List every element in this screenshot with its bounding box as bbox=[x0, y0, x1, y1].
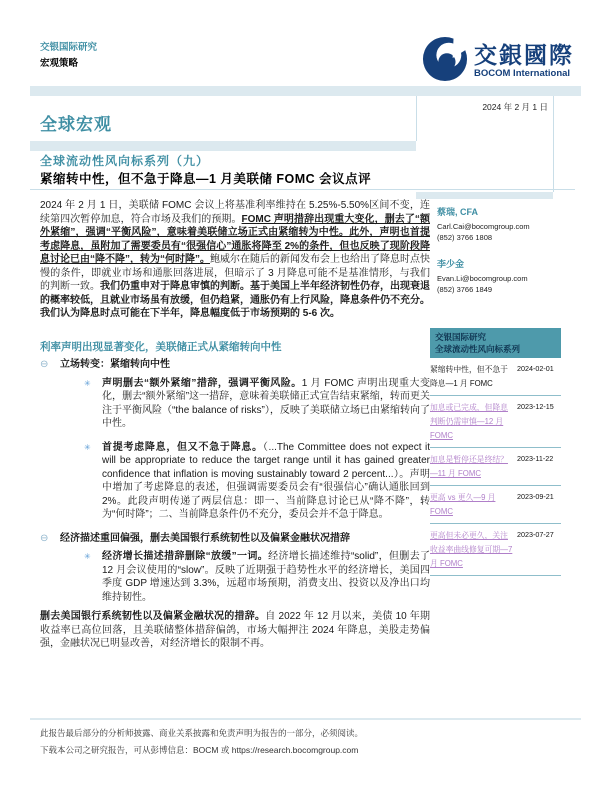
related-report-date: 2023-11-22 bbox=[517, 454, 554, 463]
sub-bullet-body: 1 月 FOMC 声明出现重大变化，删去“额外紧缩”这一措辞，意味着美联储正式宣告结束紧缩，转而更关注于平衡风险（“the balance of risks”），反映了美联储立场已由紧缩转向了中性。 bbox=[102, 377, 431, 429]
summary-emphasis-underlined: FOMC 声明措辞出现重大变化，删去了“额外紧缩”，强调“平衡风险”，意味着美联储立场正式由紧缩转为中性。此外，声明也首提考虑降息，虽附加了需要委员有“很强信心”通胀将降至 2%的条件，但也反映了现阶段降息讨论已由“降不降”，转为“何时降”。 bbox=[40, 213, 430, 265]
logo-english-name: BOCOM International bbox=[474, 68, 571, 80]
series-title: 全球流动性风向标系列（九） bbox=[40, 154, 210, 168]
related-report-link[interactable] bbox=[430, 396, 561, 448]
related-report-date: 2023-09-21 bbox=[517, 492, 554, 501]
footer-download bbox=[40, 744, 358, 756]
related-header-line1: 交银国际研究 bbox=[435, 332, 487, 342]
summary-paragraph bbox=[40, 199, 430, 321]
closing-lead: 删去美国银行系统韧性以及偏紧金融状况的措辞。 bbox=[40, 611, 266, 622]
header-divider-band bbox=[30, 86, 581, 96]
sub-bullet-text bbox=[102, 377, 430, 431]
section-title-band bbox=[30, 141, 416, 151]
section-heading: 利率声明出现显著变化，美联储正式从紧缩转向中性 bbox=[40, 340, 282, 353]
summary-text: 鲍威尔在随后的新闻发布会上也给出了降息时点快慢的条件，即就业市场和通胀回落进展，但暗示了 3 月降息可能不是基准情形，与我们的判断一致。 bbox=[40, 254, 430, 292]
analyst-block bbox=[437, 205, 567, 309]
analyst-phone: (852) 3766 1808 bbox=[437, 233, 493, 242]
related-report-title[interactable]: 加息是暂停还是终结？—11 月 FOMC bbox=[430, 455, 508, 478]
sub-list-item bbox=[40, 550, 430, 604]
summary-emphasis-bold: 我们仍重申对于降息审慎的判断。基于美国上半年经济韧性仍存，出现衰退的概率较低，且就业市场虽有放缓，但仍趋紧，通胀仍有上行风险，降息条件仍不充分。我们认为降息时点可能在下半年，降息幅度低于市场预期的 5-6 次。 bbox=[40, 281, 430, 319]
related-report-title[interactable]: 更高但未必更久，关注收益率曲线修复可期—7 月 FOMC bbox=[430, 531, 513, 568]
analyst bbox=[437, 257, 567, 295]
summary-text: 2024 年 2 月 1 日，美联储 FOMC 会议上将基准利率维持在 5.25%-5.50%区间不变，连续第四次暂停加息，符合市场及我们的预期。 bbox=[40, 200, 430, 225]
analyst-name: 李少金 bbox=[437, 259, 465, 269]
circle-minus-bullet-icon: ⊖ bbox=[40, 359, 49, 370]
footer-download-text: 下载本公司之研究报告，可从彭博信息：BOCM 或 bbox=[40, 745, 232, 755]
related-reports-box bbox=[430, 328, 561, 576]
title-divider bbox=[30, 189, 575, 190]
logo-chinese-name: 交銀國際 bbox=[474, 42, 574, 69]
sub-bullet-lead: 经济增长描述措辞删除“放缓”一词。 bbox=[102, 551, 269, 562]
report-title: 紧缩转中性，但不急于降息—1 月美联储 FOMC 会议点评 bbox=[40, 172, 372, 186]
analyst-email[interactable]: Carl.Cai@bocomgroup.com bbox=[437, 222, 530, 231]
closing-body: 自 2022 年 12 月以来，美债 10 年期收益率已高位回落，且美联储整体措辞偏鸽，市场大幅押注 2024 年降息，美股走势偏强，金融状况已明显改善，对经济增长的限制不再。 bbox=[40, 611, 430, 649]
bocom-logo-icon bbox=[422, 36, 468, 87]
sub-list-item bbox=[40, 441, 430, 522]
sub-bullet-text bbox=[102, 550, 430, 604]
list-item bbox=[40, 532, 430, 546]
bullet-title: 立场转变：紧缩转向中性 bbox=[60, 359, 170, 370]
footer-research-url[interactable]: https://research.bocomgroup.com bbox=[231, 745, 359, 755]
right-column-band bbox=[416, 192, 553, 199]
closing-paragraph bbox=[40, 610, 430, 651]
sub-bullet-text bbox=[102, 441, 430, 522]
analyst-phone: (852) 3766 1849 bbox=[437, 285, 493, 294]
sub-bullet-body: 经济增长描述维持“solid”，但删去了 12 月会议使用的“slow”。反映了近期强于趋势性水平的经济增长，美国四季度 GDP 增速达到 3.3%，远超市场预期，消费支出、投资以及净出口均维持韧性。 bbox=[102, 551, 431, 603]
related-report-link[interactable] bbox=[430, 448, 561, 486]
related-report-link[interactable] bbox=[430, 524, 561, 576]
sub-bullet-lead: 首提考虑降息，但又不急于降息。 bbox=[102, 441, 263, 453]
report-date: 2024 年 2 月 1 日 bbox=[482, 102, 548, 112]
related-report-date: 2024-02-01 bbox=[517, 364, 554, 373]
related-report-date: 2023-12-15 bbox=[517, 402, 554, 411]
footer-disclosure: 此报告最后部分的分析师披露、商业关系披露和免责声明为报告的一部分，必须阅读。 bbox=[40, 728, 364, 738]
analyst-email[interactable]: Evan.Li@bocomgroup.com bbox=[437, 274, 528, 283]
related-header-line2: 全球流动性风向标系列 bbox=[435, 344, 521, 354]
asterisk-bullet-icon: ✳ bbox=[84, 442, 91, 452]
related-report-title[interactable]: 加息或已完成，但降息判断仍需审慎—12 月 FOMC bbox=[430, 403, 508, 440]
asterisk-bullet-icon: ✳ bbox=[84, 378, 91, 388]
org-name: 交银国际研究 bbox=[40, 42, 98, 53]
header-left bbox=[40, 42, 97, 70]
sub-bullet-body: （...The Committee does not expect it will be appropriate to reduce the target range until it has gained greater confidence that inflation is moving sustainably toward 2 percent...）。声明中增加了考虑降息的表述，但强调需要委员会有“很强信心”确认通胀回到 2%。此段声明传递了两层信息：即一、当前降息讨论已从“降不降”，转为“何时降”；二、当前降息条件仍不充分，委员会并不急于降息。 bbox=[102, 441, 431, 520]
section-title: 全球宏观 bbox=[40, 115, 112, 134]
analyst bbox=[437, 205, 567, 243]
related-report-date: 2023-07-27 bbox=[517, 530, 554, 539]
asterisk-bullet-icon: ✳ bbox=[84, 552, 91, 561]
bullet-title: 经济描述重回偏强，删去美国银行系统韧性以及偏紧金融状况措辞 bbox=[60, 532, 350, 544]
related-report-title: 紧缩转中性，但不急于降息—1 月 FOMC bbox=[430, 365, 508, 388]
footer-divider bbox=[30, 718, 581, 720]
list-item bbox=[40, 358, 430, 372]
related-report-title[interactable]: 更高 vs 更久—9 月 FOMC bbox=[430, 493, 496, 516]
logo-text bbox=[474, 44, 574, 79]
body-column bbox=[40, 199, 430, 651]
department-label: 宏观策略 bbox=[40, 58, 79, 69]
related-reports-header bbox=[430, 328, 561, 358]
related-report-current bbox=[430, 358, 561, 396]
sub-bullet-lead: 声明删去“额外紧缩”措辞，强调平衡风险。 bbox=[102, 377, 302, 389]
related-report-link[interactable] bbox=[430, 486, 561, 524]
analyst-name: 蔡瑞, CFA bbox=[437, 207, 479, 217]
sub-list-item bbox=[40, 377, 430, 431]
company-logo bbox=[422, 36, 574, 87]
vertical-divider bbox=[553, 96, 554, 192]
vertical-divider bbox=[416, 96, 417, 141]
circle-minus-bullet-icon: ⊖ bbox=[40, 532, 49, 544]
